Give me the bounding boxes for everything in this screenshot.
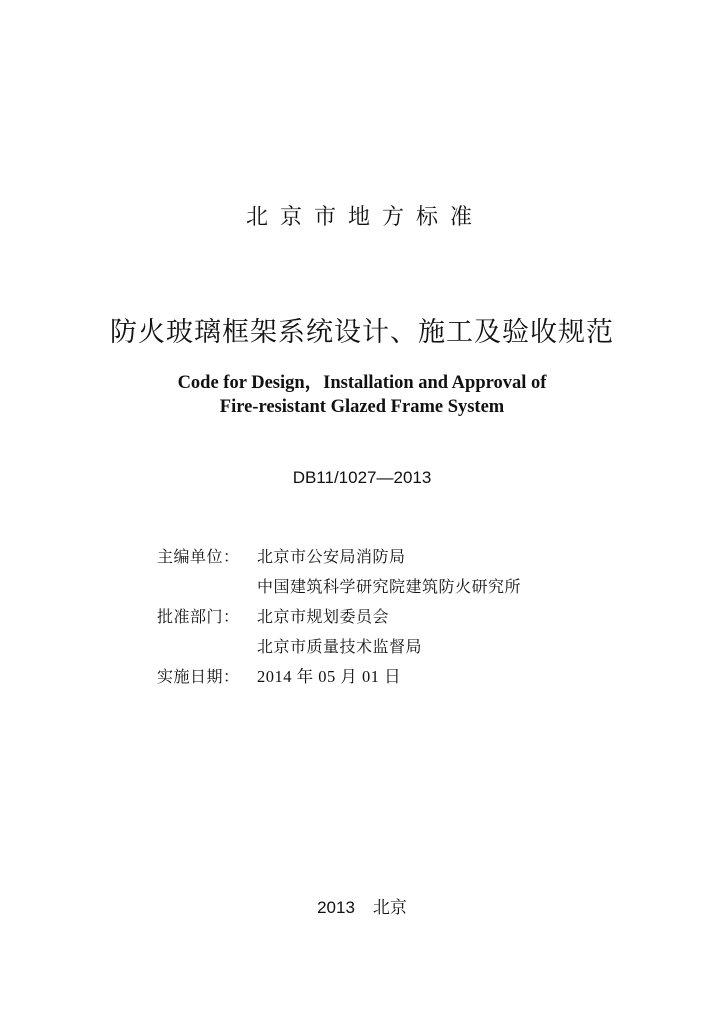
approver-row — [157, 606, 637, 636]
title-english-line-1: Code for Design，Installation and Approval of — [177, 373, 547, 393]
editor-row — [157, 546, 637, 576]
publication-year: 2013 — [317, 898, 355, 917]
editor-unit-2: 中国建筑科学研究院建筑防火研究所 — [257, 577, 522, 596]
approver-dept-2: 北京市质量技术监督局 — [257, 637, 423, 656]
approver-row-2 — [157, 636, 637, 666]
title-chinese: 防火玻璃框架系统设计、施工及验收规范 — [110, 317, 614, 348]
effective-date-value: 2014 年 05 月 01 日 — [257, 667, 402, 686]
title-english-line-2: Fire-resistant Glazed Frame System — [219, 397, 505, 417]
standard-number: DB11/1027—2013 — [292, 468, 432, 487]
editor-row-2 — [157, 576, 637, 606]
spacer — [157, 576, 257, 606]
publication-info — [157, 546, 637, 696]
standard-type-heading: 北京市地方标准 — [245, 205, 484, 230]
spacer — [157, 636, 257, 666]
approver-label: 批准部门： — [157, 607, 240, 626]
approver-dept-1: 北京市规划委员会 — [257, 607, 390, 626]
publication-city: 北京 — [372, 898, 407, 918]
publication-footer — [0, 893, 724, 918]
editor-unit-1: 北京市公安局消防局 — [257, 547, 406, 566]
effective-date-row — [157, 666, 637, 696]
editor-label: 主编单位： — [157, 547, 240, 566]
effective-date-label: 实施日期： — [157, 667, 240, 686]
